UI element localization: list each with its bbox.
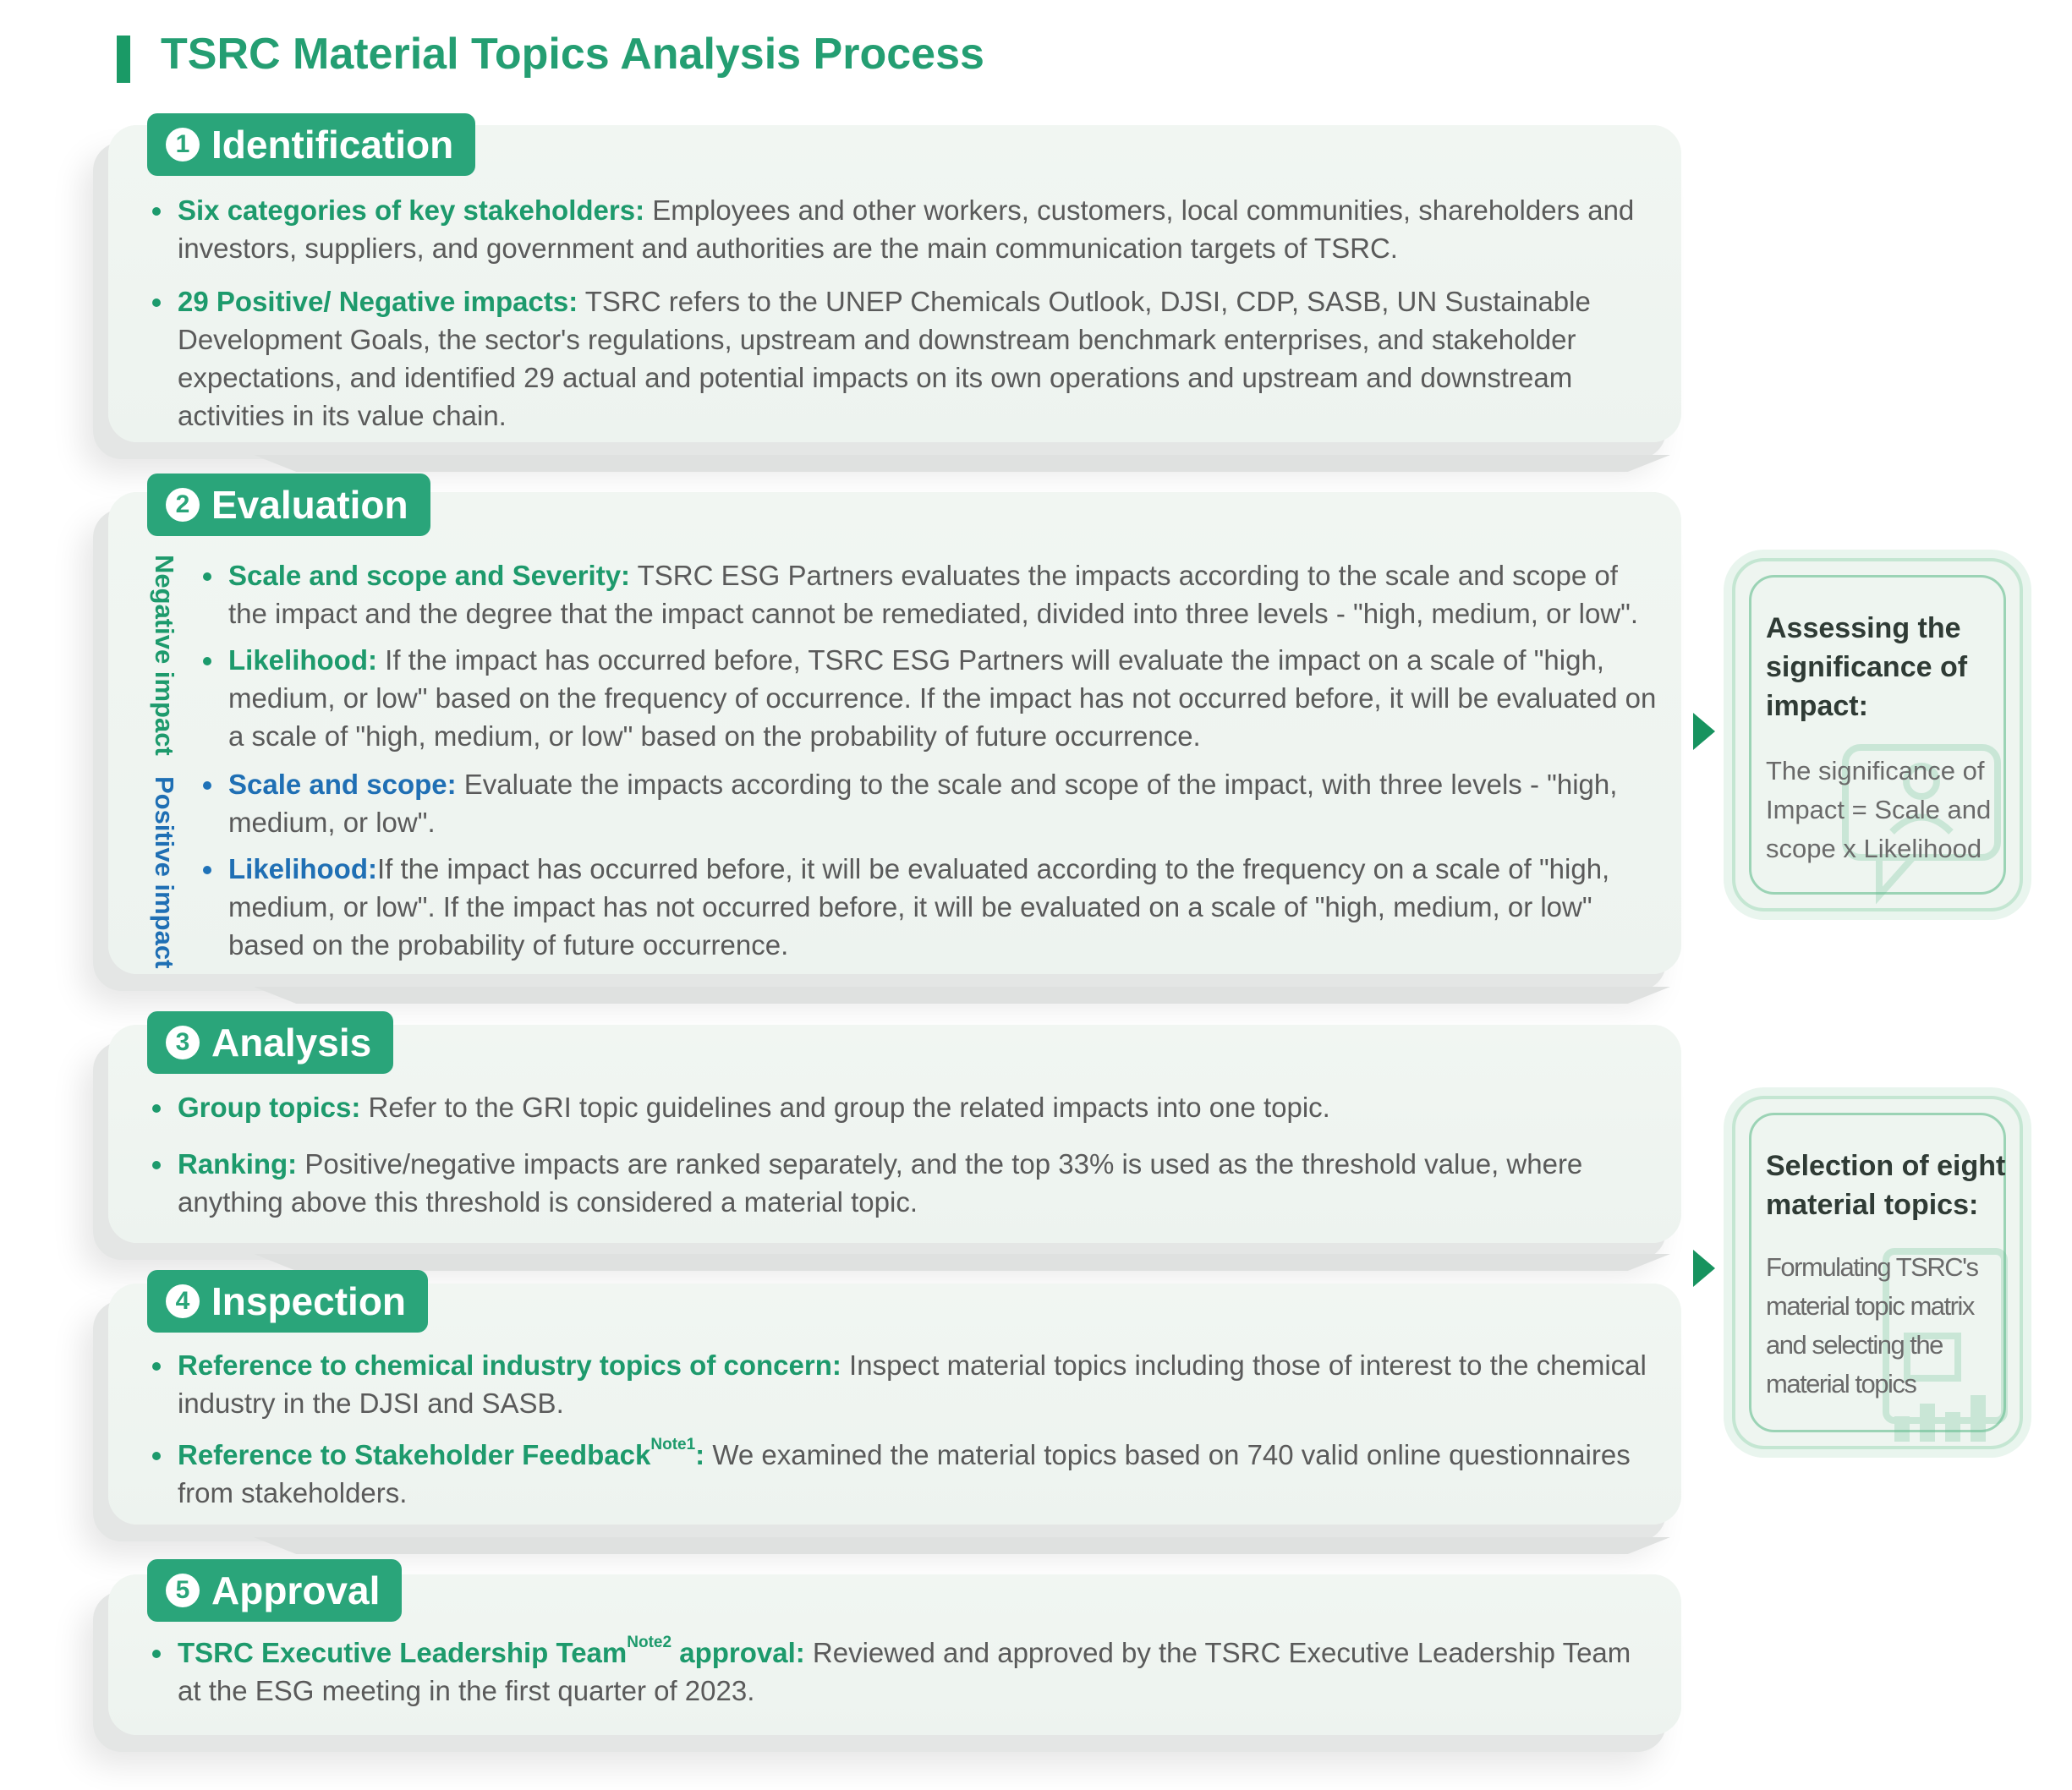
side-box-text: Formulating TSRC's material topic matrix and selecting the material topics	[1766, 1252, 1978, 1399]
section-tag-analysis	[147, 1011, 393, 1074]
list-item: Scale and scope and Severity: TSRC ESG Partners evaluates the impacts according to the scale and scope of the impact and the degree that the impact cannot be remediated, divided into three levels - "high, medium, or low".	[228, 556, 1658, 632]
section-heading: Inspection	[211, 1279, 407, 1323]
list-item: Reference to Stakeholder Feedback$^{Note1}$: We examined the material topics based on 740 valid online questionnaires from stakeholders.	[178, 1436, 1658, 1512]
card-shadow-tab	[254, 1254, 1670, 1271]
bullet-list	[178, 1346, 1658, 1527]
step-number-badge: 3	[166, 1026, 200, 1059]
section-heading: Analysis	[211, 1021, 372, 1065]
title-accent-bar	[117, 36, 130, 83]
bullet-list	[228, 556, 1658, 979]
side-box-title: Selection of eight material topics:	[1766, 1150, 2006, 1221]
positive-impact-label: Positive impact	[150, 776, 179, 969]
significance-box	[1732, 558, 2023, 911]
card-shadow-tab	[254, 1537, 1670, 1554]
section-tag-inspection	[147, 1270, 428, 1333]
list-item: Six categories of key stakeholders: Employees and other workers, customers, local communities, shareholders and investors, suppliers, and government and authorities are the main communication targets of TSRC.	[178, 191, 1658, 267]
list-item: Scale and scope: Evaluate the impacts according to the scale and scope of the impact, with three levels - "high, medium, or low".	[228, 765, 1658, 841]
list-item: Likelihood:If the impact has occurred before, it will be evaluated according to the frequency on a scale of "high, medium, or low". If the impact has not occurred before, it will be evaluated on a scale of "high, medium, or low" based on the probability of future occurrence.	[228, 850, 1658, 964]
section-tag-evaluation	[147, 474, 430, 536]
bullet-list	[178, 191, 1658, 450]
step-number-badge: 1	[166, 128, 200, 161]
card-shadow-tab	[254, 455, 1670, 472]
side-box-text: The significance of Impact = Scale and scope x Likelihood	[1766, 756, 1992, 863]
list-item: Likelihood: If the impact has occurred before, TSRC ESG Partners will evaluate the impact on a scale of "high, medium, or low" based on the frequency of occurrence. If the impact has not occurred before, it will be evaluated on a scale of "high, medium, or low" based on the probability of future occurrence.	[228, 641, 1658, 755]
bullet-list	[178, 1088, 1658, 1236]
section-heading: Evaluation	[211, 483, 408, 527]
list-item: Group topics: Refer to the GRI topic guidelines and group the related impacts into one topic.	[178, 1088, 1658, 1126]
list-item: 29 Positive/ Negative impacts: TSRC refers to the UNEP Chemicals Outlook, DJSI, CDP, SASB, UN Sustainable Development Goals, the sector's regulations, upstream and downstream benchmark enterprises, and stakeholder expectations, and identified 29 actual and potential impacts on its own operations and upstream and downstream activities in its value chain.	[178, 282, 1658, 435]
bullet-list	[178, 1634, 1658, 1725]
step-number-badge: 5	[166, 1574, 200, 1607]
list-item: Ranking: Positive/negative impacts are ranked separately, and the top 33% is used as the threshold value, where anything above this threshold is considered a material topic.	[178, 1145, 1658, 1221]
card-shadow-tab	[254, 987, 1670, 1004]
list-item: TSRC Executive Leadership Team$^{Note2}$ approval: Reviewed and approved by the TSRC Executive Leadership Team at the ESG meeting in the first quarter of 2023.	[178, 1634, 1658, 1710]
page-title: TSRC Material Topics Analysis Process	[161, 30, 984, 79]
triangle-arrow-icon	[1693, 713, 1715, 750]
section-tag-approval	[147, 1559, 402, 1622]
note-marker: Note1	[650, 1436, 696, 1453]
section-tag-identification	[147, 113, 475, 176]
step-number-badge: 4	[166, 1284, 200, 1318]
selection-box	[1732, 1096, 2023, 1449]
triangle-arrow-icon	[1693, 1250, 1715, 1287]
section-heading: Approval	[211, 1568, 381, 1612]
section-heading: Identification	[211, 123, 454, 167]
negative-impact-label: Negative impact	[150, 555, 179, 756]
side-box-title: Assessing the significance of impact:	[1766, 612, 1968, 722]
step-number-badge: 2	[166, 488, 200, 522]
list-item: Reference to chemical industry topics of concern: Inspect material topics including those of interest to the chemical industry in the DJSI and SASB.	[178, 1346, 1658, 1422]
note-marker: Note2	[627, 1634, 672, 1651]
